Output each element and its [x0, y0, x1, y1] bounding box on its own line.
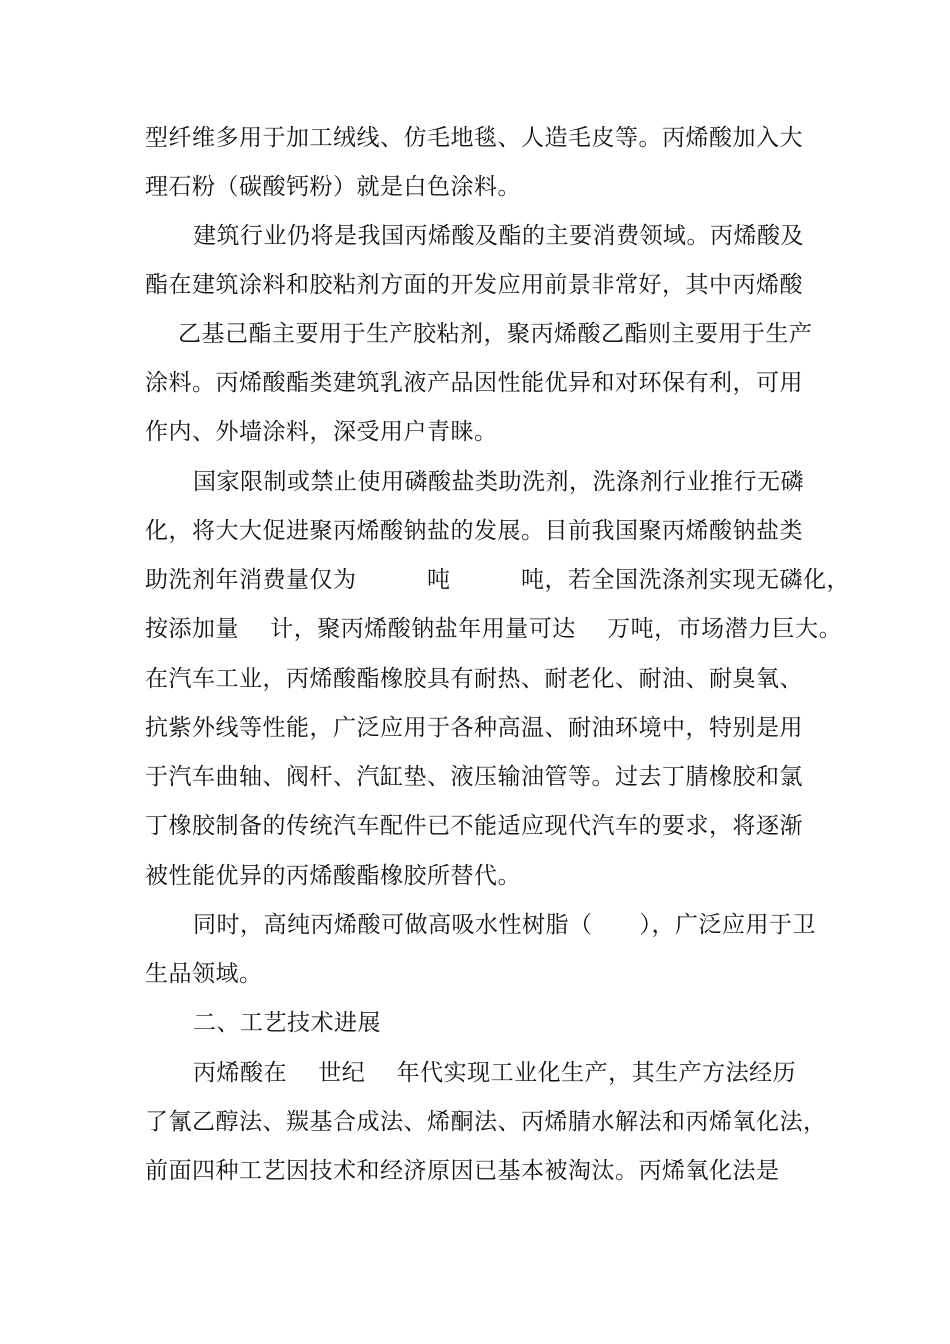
text-line-12: 在汽车工业，丙烯酸酯橡胶具有耐热、耐老化、耐油、耐臭氧、	[145, 666, 803, 692]
text-line-5: 乙基己酯主要用于生产胶粘剂，聚丙烯酸乙酯则主要用于生产	[178, 321, 813, 347]
text-line-2: 理石粉（碳酸钙粉）就是白色涂料。	[145, 174, 521, 200]
text-line-1: 型纤维多用于加工绒线、仿毛地毯、人造毛皮等。丙烯酸加入大	[145, 125, 803, 151]
text-line-17: 同时，高纯丙烯酸可做高吸水性树脂（ ），广泛应用于卫	[193, 912, 816, 938]
text-line-4: 酯在建筑涂料和胶粘剂方面的开发应用前景非常好，其中丙烯酸	[145, 272, 803, 298]
text-line-21: 了氰乙醇法、羰基合成法、烯酮法、丙烯腈水解法和丙烯氧化法，	[145, 1109, 827, 1135]
text-line-10: 助洗剂年消费量仅为 吨 吨，若全国洗涤剂实现无磷化，	[145, 567, 850, 593]
text-line-6: 涂料。丙烯酸酯类建筑乳液产品因性能优异和对环保有利，可用	[145, 370, 803, 396]
text-line-13: 抗紫外线等性能，广泛应用于各种高温、耐油环境中，特别是用	[145, 715, 803, 741]
text-line-11: 按添加量 计，聚丙烯酸钠盐年用量可达 万吨，市场潜力巨大。	[145, 616, 843, 642]
text-line-22: 前面四种工艺因技术和经济原因已基本被淘汰。丙烯氧化法是	[145, 1158, 780, 1184]
text-line-16: 被性能优异的丙烯酸酯橡胶所替代。	[145, 863, 521, 889]
text-line-9: 化，将大大促进聚丙烯酸钠盐的发展。目前我国聚丙烯酸钠盐类	[145, 518, 803, 544]
text-line-8: 国家限制或禁止使用磷酸盐类助洗剂，洗涤剂行业推行无磷	[193, 469, 804, 495]
text-line-14: 于汽车曲轴、阀杆、汽缸垫、液压输油管等。过去丁腈橡胶和氯	[145, 764, 803, 790]
section-heading: 二、工艺技术进展	[193, 1010, 381, 1036]
text-line-18: 生品领域。	[145, 961, 263, 987]
text-line-15: 丁橡胶制备的传统汽车配件已不能适应现代汽车的要求，将逐渐	[145, 813, 803, 839]
text-line-7: 作内、外墙涂料，深受用户青睐。	[145, 419, 498, 445]
text-line-20: 丙烯酸在 世纪 年代实现工业化生产，其生产方法经历	[193, 1060, 797, 1086]
text-line-3: 建筑行业仍将是我国丙烯酸及酯的主要消费领域。丙烯酸及	[193, 223, 804, 249]
